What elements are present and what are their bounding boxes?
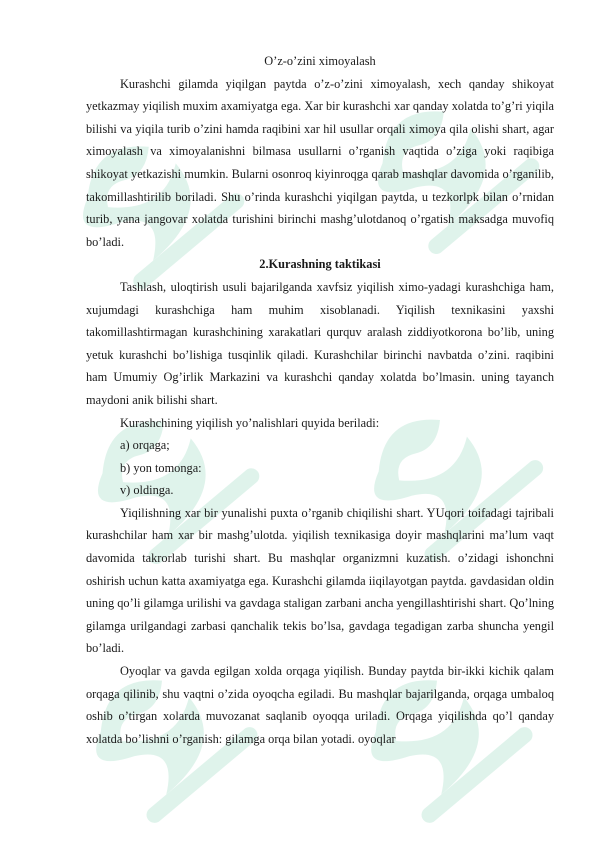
document-title: O’z-o’zini ximoyalash xyxy=(264,54,376,68)
directions-intro: Kurashchining yiqilish yo’nalishlari quyida beriladi: xyxy=(120,415,380,430)
backward-fall-paragraph: Oyoqlar va gavda egilgan xolda orqaga yiqilish. Bunday paytda bir-ikki kichik qalam orqaga qilinib, shu vaqtni o’zida oyoqcha egiladi. Bu mashqlar bajarilganda, orqaga umbaloq oshib o’tirgan xolarda muvozanat saqlanib oyoqqa uriladi. Orqaga yiqilishda qo’l qanday xolatda bo’lishni o’rganish: gilamga orqa bilan yotadi. oyoqlar xyxy=(86,664,554,746)
document-page xyxy=(86,50,554,750)
section-heading: 2.Kurashning taktikasi xyxy=(259,257,381,272)
direction-item: a) orqaga; xyxy=(120,438,170,453)
intro-paragraph: Kurashchi gilamda yiqilgan paytda o’z-o’zini ximoyalash, xech qanday shikoyat yetkazmay yiqilish muxim axamiyatga ega. Xar bir kurashchi xar qanday xolatda to’g’ri yiqila bilishi va yiqila turib o’zini hamda raqibini xar hil usullar orqali ximoya qila olishi shart, agar ximoyalash va ximoyalanishni bilmasa usullarni o’rganish vaqtida o’ziga yoki raqibiga shikoyat yetkazishi mumkin. Bularni osonroq kiyinroqga qarab mashqlar davomida o’rganilib, takomillashtirilib boriladi. Shu o’rinda kurashchi yiqilgan paytda, u tezkorlpk bilan o’rnidan turib, yana jangovar xolatda turishini birinchi mashg’ulotdanoq o’rgatish maksadga muvofiq bo’ladi. xyxy=(86,76,554,249)
direction-item: v) oldinga. xyxy=(120,483,174,498)
technique-paragraph: Yiqilishning xar bir yunalishi puxta o’rganib chiqilishi shart. YUqori toifadagi tajribali kurashchilar ham xar bir mashg’ulotda. yiqilish texnikasiga doyir mashqlarini ma’lum vaqt davomida takrorlab turishi shart. Bu mashqlar organizmni kuzatish. o’zidagi ishonchni oshirish uchun katta axamiyatga ega. Kurashchi gilamda iiqilayotgan paytda. gavdasidan oldin uning qo’li gilamga urilishi va gavdaga staligan zarbani ancha yengillashtirishi shart. Qo’lning gilamga urilgandagi zarbasi qanchalik tekis bo’lsa, gavdaga tegadigan zarba shuncha yengil bo’ladi. xyxy=(86,505,554,656)
direction-item: b) yon tomonga: xyxy=(120,460,202,475)
tactics-paragraph: Tashlash, uloqtirish usuli bajarilganda xavfsiz yiqilish ximo-yadagi kurashchiga ham, xujumdagi kurashchiga ham muhim xisoblanadi. Yiqilish texnikasini yaxshi takomillashtirmagan kurashchining xarakatlari qurquv aralash ziddiyotkorona bo’lib, uning yetuk kurashchi bo’lishiga tusqinlik qiladi. Kurashchilar birinchi navbatda o’zini. raqibini ham Umumiy Og’irlik Markazini va kurashchi qanday xolatda bo’lmasin. uning tayanch maydoni anik bilishi shart. xyxy=(86,279,554,407)
